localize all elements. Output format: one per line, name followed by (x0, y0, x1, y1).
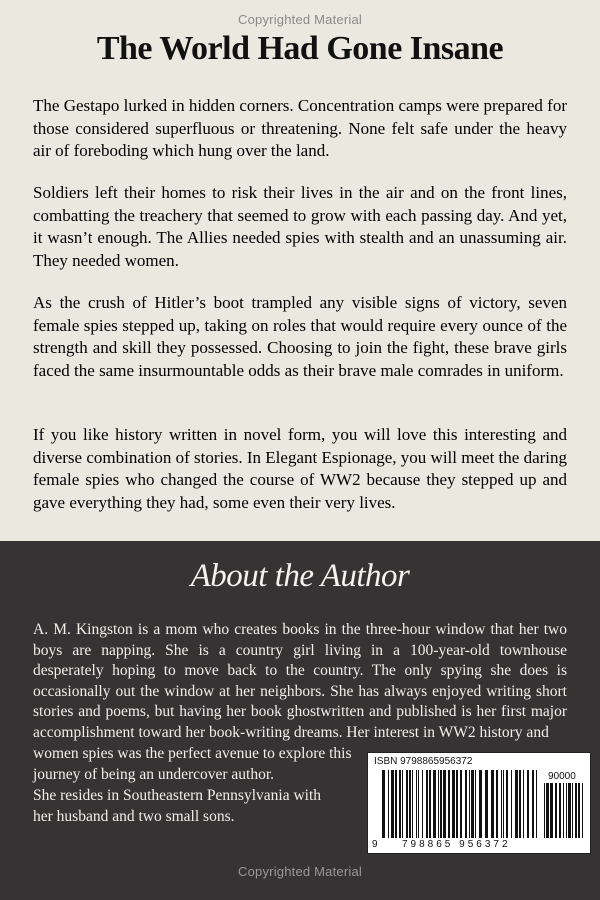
author-bio-line: She resides in Southeastern Pennsylvania with (33, 787, 321, 804)
about-author-title: About the Author (190, 558, 410, 594)
barcode-first-digit: 9 (372, 839, 378, 850)
blurb-paragraph: As the crush of Hitler’s boot trampled any visible signs of victory, seven female spies stepped up, taking on roles that would require every ounce of the strength and skill they possessed. Choosing to join the fight, these brave girls faced the same insurmountable odds as their brave male comrades in uniform. (33, 293, 567, 380)
book-blurb-title: The World Had Gone Insane (96, 30, 504, 67)
blurb-paragraph: If you like history written in novel form, you will love this interesting and diverse combination of stories. In Elegant Espionage, you will meet the daring female spies who changed the course of WW2 because they stepped up and gave everything they had, some even their very lives. (33, 425, 567, 512)
author-bio-line: her husband and two small sons. (33, 808, 235, 825)
barcode-bars-icon (382, 770, 540, 838)
barcode-number: 798865 956372 (402, 839, 511, 850)
watermark-bottom: Copyrighted Material (238, 864, 362, 879)
isbn-label: ISBN 9798865956372 (374, 756, 473, 767)
author-bio-line: journey of being an undercover author. (33, 766, 275, 783)
price-code: 90000 (548, 771, 576, 782)
watermark-top: Copyrighted Material (238, 12, 362, 27)
blurb-paragraph: The Gestapo lurked in hidden corners. Concentration camps were prepared for those considered superfluous or threatening. None felt safe under the heavy air of foreboding which hung over the land. (33, 96, 567, 160)
isbn-barcode (367, 752, 591, 854)
blurb-paragraph: Soldiers left their homes to risk their lives in the air and on the front lines, combatting the treachery that seemed to grow with each passing day. And yet, it wasn’t enough. The Allies needed spies with stealth and an unassuming air. They needed women. (33, 183, 567, 270)
author-bio: A. M. Kingston is a mom who creates books in the three-hour window that her two boys are napping. She is a country girl living in a 100-year-old townhouse desperately hoping to move back to the country. The only spying she does is occasionally out the window at her neighbors. She has always enjoyed writing short stories and poems, but having her book ghostwritten and published is her first major accomplishment toward her book-writing dreams. Her interest in WW2 history and (33, 621, 567, 741)
addon-barcode-bars-icon (544, 783, 584, 838)
author-bio-line: women spies was the perfect avenue to explore this (33, 745, 352, 762)
